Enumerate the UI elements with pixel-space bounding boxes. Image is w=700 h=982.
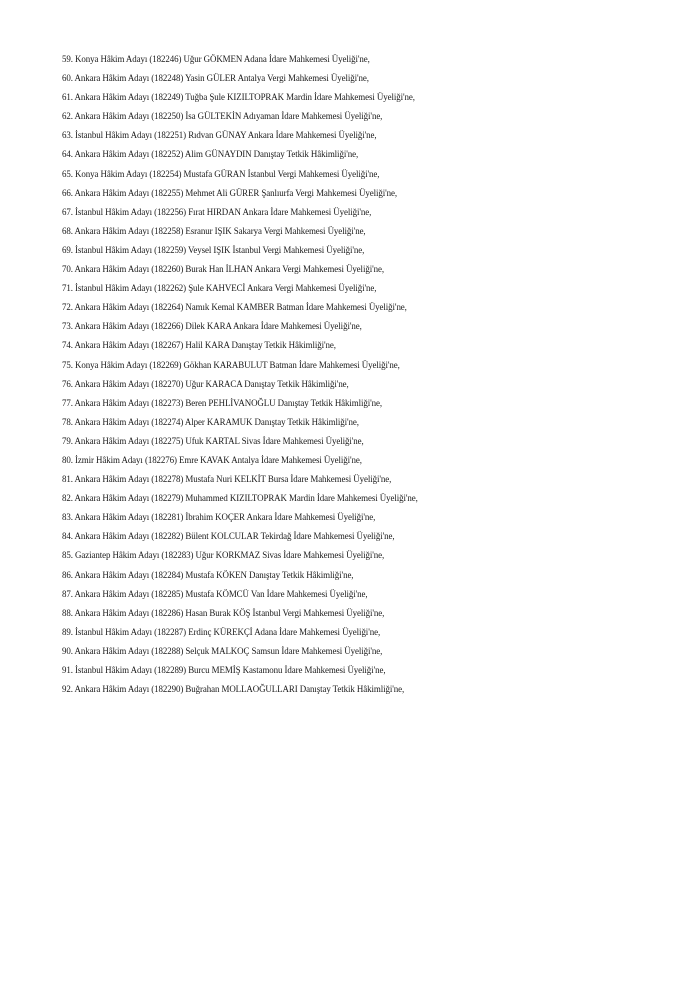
list-item: 86. Ankara Hâkim Adayı (182284) Mustafa KÖKEN Danıştay Tetkik Hâkimliği'ne, [62, 569, 354, 581]
list-item: 65. Konya Hâkim Adayı (182254) Mustafa GÜRAN İstanbul Vergi Mahkemesi Üyeliği'ne, [62, 168, 380, 180]
list-item: 64. Ankara Hâkim Adayı (182252) Alim GÜNAYDIN Danıştay Tetkik Hâkimliği'ne, [62, 149, 359, 161]
list-item: 72. Ankara Hâkim Adayı (182264) Namık Kemal KAMBER Batman İdare Mahkemesi Üyeliği'ne, [62, 302, 407, 314]
list-item: 74. Ankara Hâkim Adayı (182267) Halil KARA Danıştay Tetkik Hâkimliği'ne, [62, 340, 336, 352]
list-item: 66. Ankara Hâkim Adayı (182255) Mehmet Ali GÜRER Şanlıurfa Vergi Mahkemesi Üyeliği'ne, [62, 187, 398, 199]
list-item: 83. Ankara Hâkim Adayı (182281) İbrahim KOÇER Ankara İdare Mahkemesi Üyeliği'ne, [62, 512, 376, 524]
list-item: 80. İzmir Hâkim Adayı (182276) Emre KAVAK Antalya İdare Mahkemesi Üyeliği'ne, [62, 454, 362, 466]
list-item: 78. Ankara Hâkim Adayı (182274) Alper KARAMUK Danıştay Tetkik Hâkimliği'ne, [62, 416, 359, 428]
list-item: 70. Ankara Hâkim Adayı (182260) Burak Han İLHAN Ankara Vergi Mahkemesi Üyeliği'ne, [62, 264, 384, 276]
list-item: 63. İstanbul Hâkim Adayı (182251) Rıdvan GÜNAY Ankara İdare Mahkemesi Üyeliği'ne, [62, 130, 377, 142]
list-item: 82. Ankara Hâkim Adayı (182279) Muhammed KIZILTOPRAK Mardin İdare Mahkemesi Üyeliği'ne, [62, 493, 418, 505]
list-item: 84. Ankara Hâkim Adayı (182282) Bülent KOLCULAR Tekirdağ İdare Mahkemesi Üyeliği'ne, [62, 531, 395, 543]
list-item: 79. Ankara Hâkim Adayı (182275) Ufuk KARTAL Sivas İdare Mahkemesi Üyeliği'ne, [62, 435, 364, 447]
list-item: 76. Ankara Hâkim Adayı (182270) Uğur KARACA Danıştay Tetkik Hâkimliği'ne, [62, 378, 349, 390]
list-item: 91. İstanbul Hâkim Adayı (182289) Burcu MEMİŞ Kastamonu İdare Mahkemesi Üyeliği'ne, [62, 665, 386, 676]
list-item: 88. Ankara Hâkim Adayı (182286) Hasan Burak KÖŞ İstanbul Vergi Mahkemesi Üyeliği'ne, [62, 607, 385, 619]
list-item: 87. Ankara Hâkim Adayı (182285) Mustafa KÖMCÜ Van İdare Mahkemesi Üyeliği'ne, [62, 588, 368, 600]
appointment-list [62, 50, 445, 699]
list-item: 75. Konya Hâkim Adayı (182269) Gökhan KARABULUT Batman İdare Mahkemesi Üyeliği'ne, [62, 359, 400, 371]
list-item: 85. Gaziantep Hâkim Adayı (182283) Uğur KORKMAZ Sivas İdare Mahkemesi Üyeliği'ne, [62, 550, 385, 562]
list-item: 73. Ankara Hâkim Adayı (182266) Dilek KARA Ankara İdare Mahkemesi Üyeliği'ne, [62, 321, 362, 333]
list-item: 61. Ankara Hâkim Adayı (182249) Tuğba Şule KIZILTOPRAK Mardin İdare Mahkemesi Üyeliği'ne, [62, 92, 415, 104]
list-item: 90. Ankara Hâkim Adayı (182288) Selçuk MALKOÇ Samsun İdare Mahkemesi Üyeliği'ne, [62, 645, 383, 657]
list-item: 92. Ankara Hâkim Adayı (182290) Buğrahan MOLLAOĞULLARI Danıştay Tetkik Hâkimliği'ne, [62, 684, 405, 696]
list-item: 89. İstanbul Hâkim Adayı (182287) Erdinç KÜREKÇİ Adana İdare Mahkemesi Üyeliği'ne, [62, 626, 381, 638]
list-item: 62. Ankara Hâkim Adayı (182250) İsa GÜLTEKİN Adıyaman İdare Mahkemesi Üyeliği'ne, [62, 111, 383, 123]
list-item: 69. İstanbul Hâkim Adayı (182259) Veysel IŞIK İstanbul Vergi Mahkemesi Üyeliği'ne, [62, 244, 365, 256]
list-item: 68. Ankara Hâkim Adayı (182258) Esranur IŞIK Sakarya Vergi Mahkemesi Üyeliği'ne, [62, 225, 366, 237]
list-item: 77. Ankara Hâkim Adayı (182273) Beren PEHLİVANOĞLU Danıştay Tetkik Hâkimliği'ne, [62, 397, 383, 409]
list-item: 71. İstanbul Hâkim Adayı (182262) Şule KAHVECİ Ankara Vergi Mahkemesi Üyeliği'ne, [62, 283, 377, 295]
list-item: 59. Konya Hâkim Adayı (182246) Uğur GÖKMEN Adana İdare Mahkemesi Üyeliği'ne, [62, 54, 370, 65]
list-item: 67. İstanbul Hâkim Adayı (182256) Fırat HIRDAN Ankara İdare Mahkemesi Üyeliği'ne, [62, 206, 372, 218]
list-item: 60. Ankara Hâkim Adayı (182248) Yasin GÜLER Antalya Vergi Mahkemesi Üyeliği'ne, [62, 73, 369, 85]
list-item: 81. Ankara Hâkim Adayı (182278) Mustafa Nuri KELKİT Bursa İdare Mahkemesi Üyeliği'ne, [62, 474, 392, 486]
